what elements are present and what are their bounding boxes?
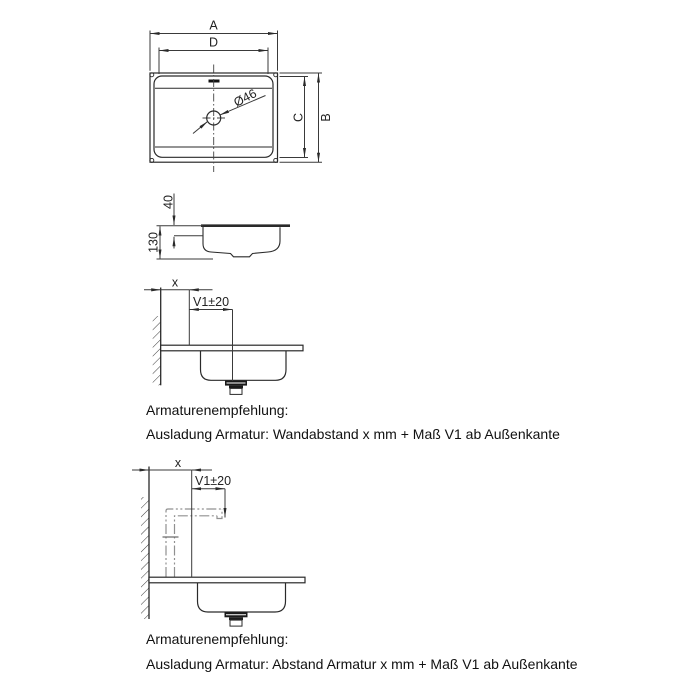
side-view [147,194,291,260]
wall-section-view [144,276,303,395]
wall-hatching [153,316,161,385]
dim-label-130: 130 [146,232,161,253]
wall-hatching [141,497,149,619]
dim-label-B: B [319,113,333,122]
faucet-phantom [166,509,222,577]
faucet-section-view [132,456,305,626]
recommendation-2-text: Ausladung Armatur: Abstand Armatur x mm + Maß V1 ab Außenkante [146,656,578,672]
dim-label-x: x [171,275,179,290]
faucet-body-right-and-spout-bottom [175,516,218,577]
recommendation-1-heading: Armaturenempfehlung: [146,402,289,418]
recommendation-1-text: Ausladung Armatur: Wandabstand x mm + Maß V1 ab Außenkante [146,426,560,442]
drain-tailpiece [230,388,242,394]
dim-label-D: D [208,35,219,50]
faucet-spout-outlet [217,509,222,519]
dim-label-v1: V1±20 [193,295,230,309]
countertop-slab [149,577,305,583]
dim-label-x: x [174,455,182,470]
bowl-section [201,351,287,381]
dia-leader [193,121,208,133]
bowl-profile [203,227,280,257]
drain-tailpiece [230,620,242,626]
bowl-section [198,583,286,612]
recommendation-2-heading: Armaturenempfehlung: [146,631,289,647]
top-view [150,19,333,173]
dim-label-v1: V1±20 [195,474,232,489]
countertop-slab [161,345,303,351]
dim-label-drain-diameter: Ø46 [231,86,259,110]
dim-label-40: 40 [161,195,176,209]
dim-label-A: A [209,18,218,33]
dim-label-C: C [291,112,306,123]
